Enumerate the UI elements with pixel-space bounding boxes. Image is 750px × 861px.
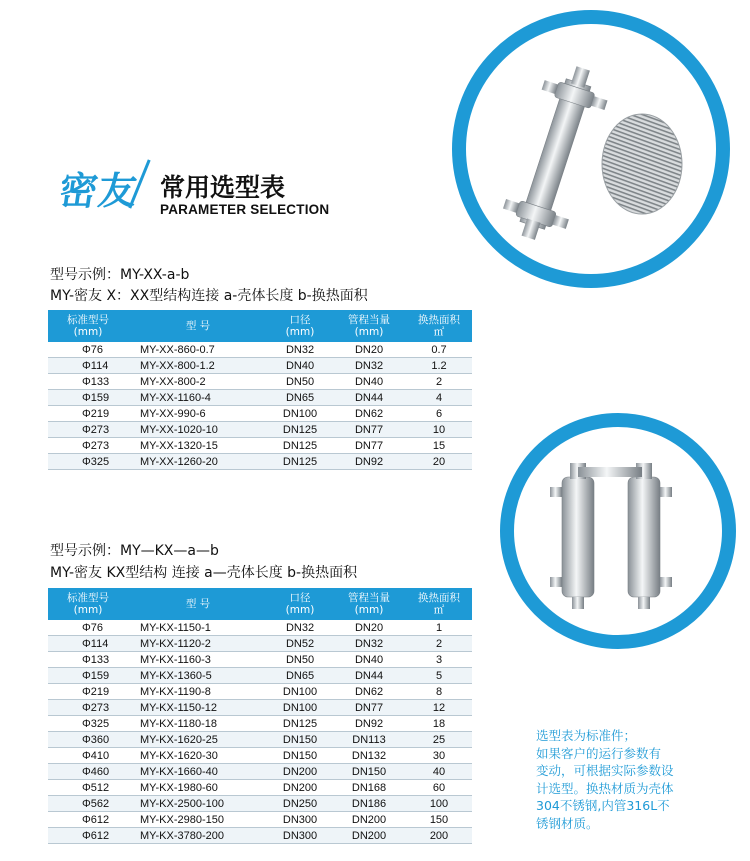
model-legend-2: MY-密友 KX型结构 连接 a—壳体长度 b-换热面积 [50,565,358,581]
note-line: 锈钢材质。 [536,815,599,831]
table-row [48,454,472,470]
cell-area: 2 [406,636,472,652]
cell-port: DN200 [268,780,332,796]
cell-model: MY-XX-990-6 [128,406,268,422]
cell-port: DN50 [268,374,332,390]
cell-area: 0.7 [406,342,472,358]
cell-area: 4 [406,390,472,406]
cell-area: 1.2 [406,358,472,374]
product-image-frame-top [452,10,730,288]
cell-tube: DN32 [332,358,406,374]
cell-diameter: Φ219 [48,406,128,422]
header-diameter: 标准型号 (mm) [48,310,128,342]
cell-tube: DN186 [332,796,406,812]
cell-tube: DN32 [332,636,406,652]
cell-diameter: Φ273 [48,700,128,716]
table-row [48,700,472,716]
cell-model: MY-KX-1190-8 [128,684,268,700]
header-area: 换热面积 ㎡ [406,310,472,342]
cell-diameter: Φ76 [48,620,128,636]
table-row [48,406,472,422]
cell-model: MY-KX-1150-1 [128,620,268,636]
cell-area: 3 [406,652,472,668]
cell-tube: DN92 [332,454,406,470]
cell-area: 1 [406,620,472,636]
cell-port: DN100 [268,406,332,422]
cell-diameter: Φ410 [48,748,128,764]
cell-port: DN125 [268,454,332,470]
cell-area: 2 [406,374,472,390]
table-header-row [48,588,472,620]
table-row [48,764,472,780]
selection-table-xx [48,310,472,470]
table-row [48,780,472,796]
cell-diameter: Φ360 [48,732,128,748]
cell-area: 5 [406,668,472,684]
header-port: 口径 (mm) [268,588,332,620]
cell-port: DN125 [268,422,332,438]
cell-diameter: Φ460 [48,764,128,780]
cell-port: DN100 [268,684,332,700]
cell-model: MY-XX-860-0.7 [128,342,268,358]
cell-diameter: Φ562 [48,796,128,812]
cell-area: 15 [406,438,472,454]
table-row [48,422,472,438]
selection-note [536,727,726,832]
table-row [48,620,472,636]
model-example-2: 型号示例：MY—KX—a—b [50,543,219,559]
cell-area: 30 [406,748,472,764]
cell-tube: DN40 [332,374,406,390]
cell-tube: DN150 [332,764,406,780]
cell-port: DN300 [268,812,332,828]
cell-tube: DN40 [332,652,406,668]
table-row [48,636,472,652]
cell-area: 12 [406,700,472,716]
table-row [48,342,472,358]
cell-model: MY-KX-1150-12 [128,700,268,716]
cell-diameter: Φ159 [48,668,128,684]
cell-model: MY-KX-1180-18 [128,716,268,732]
cell-diameter: Φ612 [48,828,128,844]
cell-model: MY-KX-1120-2 [128,636,268,652]
cell-area: 10 [406,422,472,438]
cell-model: MY-KX-1160-3 [128,652,268,668]
cell-area: 60 [406,780,472,796]
cell-model: MY-KX-1980-60 [128,780,268,796]
table-row [48,716,472,732]
model-legend-1: MY-密友 X：XX型结构连接 a-壳体长度 b-换热面积 [50,288,368,304]
cell-diameter: Φ273 [48,438,128,454]
cell-port: DN65 [268,668,332,684]
cell-port: DN125 [268,438,332,454]
cell-tube: DN77 [332,700,406,716]
cell-tube: DN92 [332,716,406,732]
table-row [48,438,472,454]
product-image-frame-bottom [500,413,736,649]
cell-tube: DN200 [332,812,406,828]
cell-tube: DN77 [332,438,406,454]
note-line: 计选型。换热材质为壳体 [536,780,674,796]
note-line: 选型表为标准件； [536,728,637,743]
cell-tube: DN44 [332,668,406,684]
cell-diameter: Φ114 [48,358,128,374]
table-row [48,796,472,812]
cell-area: 6 [406,406,472,422]
header-area: 换热面积 ㎡ [406,588,472,620]
cell-port: DN150 [268,748,332,764]
table-row [48,358,472,374]
cell-tube: DN44 [332,390,406,406]
header-model: 型 号 [128,310,268,342]
cell-tube: DN168 [332,780,406,796]
header-tube: 管程当量 (mm) [332,588,406,620]
cell-diameter: Φ612 [48,812,128,828]
header-port: 口径 (mm) [268,310,332,342]
cell-port: DN32 [268,620,332,636]
cell-port: DN50 [268,652,332,668]
cell-diameter: Φ325 [48,454,128,470]
table-row [48,748,472,764]
cell-area: 100 [406,796,472,812]
note-line: 304不锈钢,内管316L不 [536,798,670,813]
table-row [48,828,472,844]
cell-area: 150 [406,812,472,828]
cell-model: MY-XX-800-2 [128,374,268,390]
note-line: 变动，可根据实际参数设 [536,763,674,778]
brand-logo-text: 密友 [56,169,141,213]
cell-tube: DN200 [332,828,406,844]
cell-port: DN100 [268,700,332,716]
cell-model: MY-KX-3780-200 [128,828,268,844]
table-row [48,732,472,748]
cell-port: DN200 [268,764,332,780]
cell-area: 25 [406,732,472,748]
cell-diameter: Φ325 [48,716,128,732]
page-subtitle: PARAMETER SELECTION [160,202,330,217]
cell-tube: DN132 [332,748,406,764]
cell-model: MY-XX-1320-15 [128,438,268,454]
cell-model: MY-KX-2500-100 [128,796,268,812]
cell-model: MY-KX-1620-30 [128,748,268,764]
model-example-1: 型号示例：MY-XX-a-b [50,267,190,283]
selection-table-kx [48,588,472,844]
cell-tube: DN20 [332,342,406,358]
cell-diameter: Φ159 [48,390,128,406]
table-header-row [48,310,472,342]
cell-port: DN32 [268,342,332,358]
header-tube: 管程当量 (mm) [332,310,406,342]
cell-port: DN52 [268,636,332,652]
cell-port: DN250 [268,796,332,812]
cell-area: 200 [406,828,472,844]
table-row [48,812,472,828]
cell-tube: DN62 [332,684,406,700]
cell-diameter: Φ76 [48,342,128,358]
header-model: 型 号 [128,588,268,620]
cell-area: 40 [406,764,472,780]
cell-tube: DN20 [332,620,406,636]
cell-diameter: Φ273 [48,422,128,438]
cell-diameter: Φ512 [48,780,128,796]
table-row [48,390,472,406]
cell-model: MY-XX-1260-20 [128,454,268,470]
cell-model: MY-XX-800-1.2 [128,358,268,374]
cell-model: MY-KX-1620-25 [128,732,268,748]
straight-exchanger-image [466,24,716,274]
cell-diameter: Φ114 [48,636,128,652]
cell-area: 20 [406,454,472,470]
cell-area: 8 [406,684,472,700]
cell-model: MY-XX-1020-10 [128,422,268,438]
cell-port: DN150 [268,732,332,748]
cell-model: MY-XX-1160-4 [128,390,268,406]
table-row [48,684,472,700]
cell-diameter: Φ133 [48,374,128,390]
cell-port: DN300 [268,828,332,844]
cell-port: DN65 [268,390,332,406]
cell-port: DN40 [268,358,332,374]
cell-tube: DN113 [332,732,406,748]
table-row [48,652,472,668]
cell-area: 18 [406,716,472,732]
table-row [48,668,472,684]
page-title: 常用选型表 [160,173,286,202]
cell-model: MY-KX-1360-5 [128,668,268,684]
header-diameter: 标准型号 (mm) [48,588,128,620]
u-type-exchanger-image [514,427,722,635]
cell-tube: DN62 [332,406,406,422]
cell-model: MY-KX-2980-150 [128,812,268,828]
cell-tube: DN77 [332,422,406,438]
note-line: 如果客户的运行参数有 [536,745,662,761]
cell-diameter: Φ219 [48,684,128,700]
table-row [48,374,472,390]
cell-diameter: Φ133 [48,652,128,668]
cell-model: MY-KX-1660-40 [128,764,268,780]
cell-port: DN125 [268,716,332,732]
